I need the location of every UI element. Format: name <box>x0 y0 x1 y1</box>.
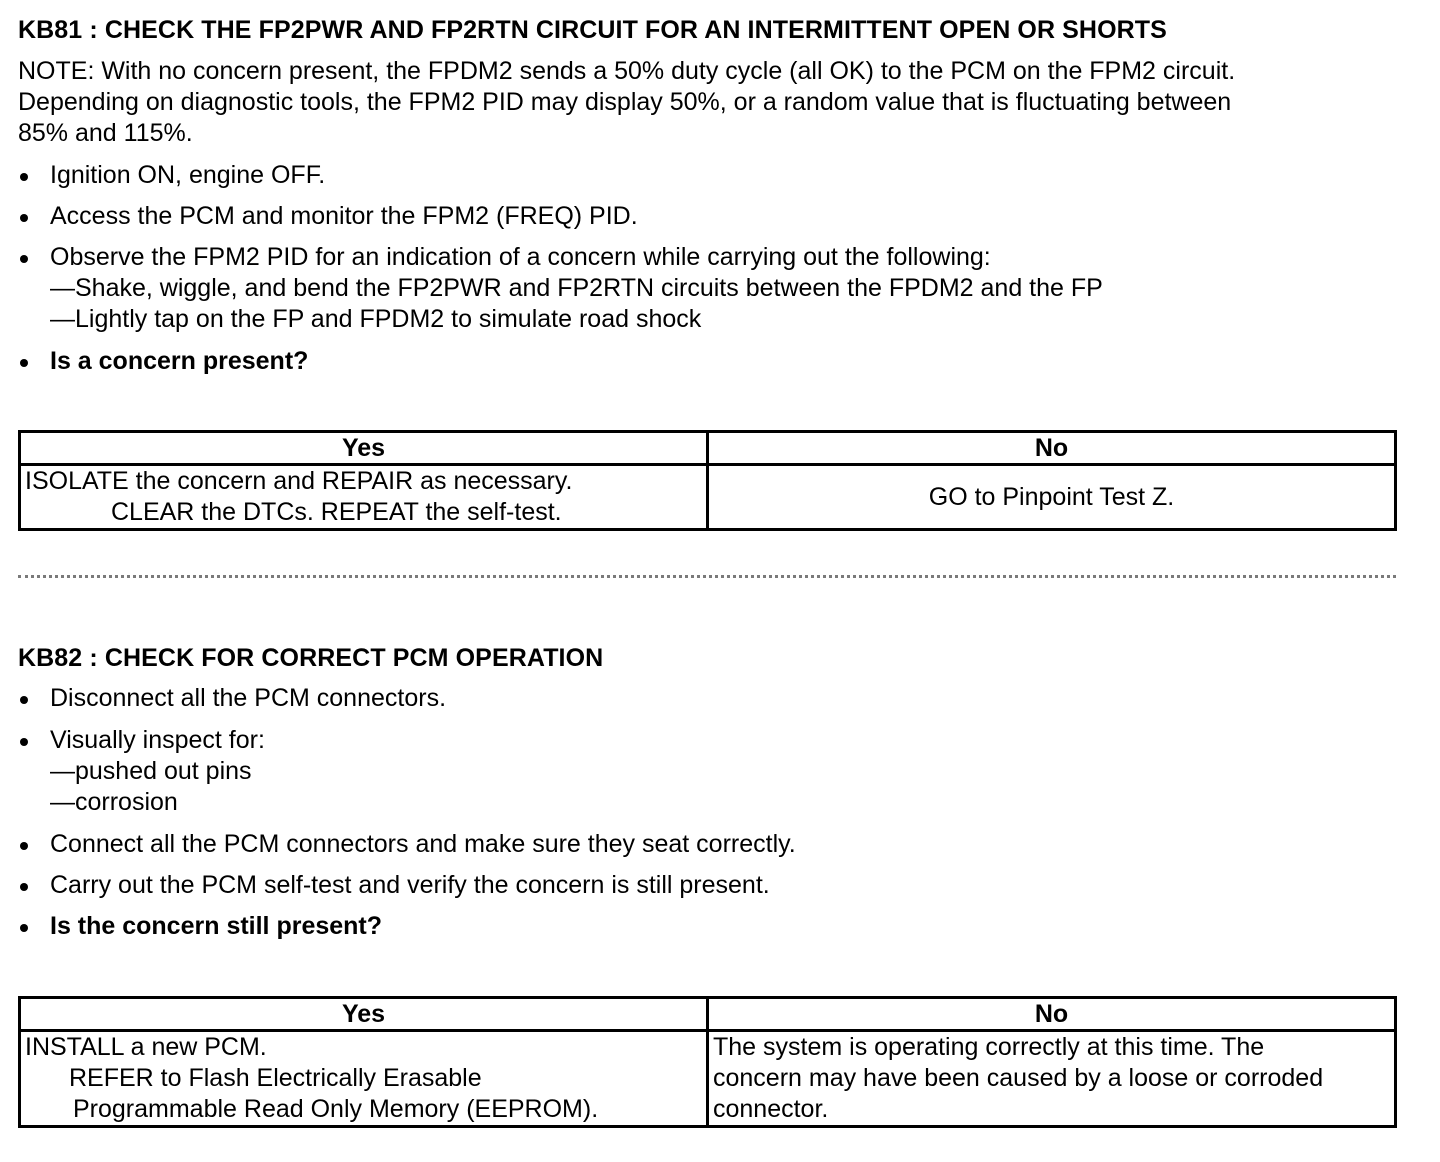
kb82-title: KB82 : CHECK FOR CORRECT PCM OPERATION <box>18 644 604 672</box>
kb82-sub-item-corrosion: —corrosion <box>50 788 178 816</box>
kb82-yes-line-1: INSTALL a new PCM. <box>25 1033 267 1061</box>
question-text: Is a concern present? <box>50 347 309 375</box>
kb82-no-line-2: concern may have been caused by a loose or corroded <box>713 1064 1324 1092</box>
kb81-sub-item-tap: —Lightly tap on the FP and FPDM2 to simulate road shock <box>50 305 702 333</box>
kb82-no-line-1: The system is operating correctly at this time. The <box>713 1033 1265 1061</box>
kb82-yes-cell <box>20 1031 708 1127</box>
bullet-text: Carry out the PCM self-test and verify the concern is still present. <box>50 871 770 899</box>
kb81-yes-line-2: CLEAR the DTCs. REPEAT the self-test. <box>111 498 562 526</box>
bullet-text: Ignition ON, engine OFF. <box>50 161 326 189</box>
kb81-note-line-3: 85% and 115%. <box>18 119 193 147</box>
kb82-no-header: No <box>708 998 1396 1031</box>
bullet-icon <box>20 214 28 222</box>
bullet-icon <box>20 173 28 181</box>
kb81-no-cell <box>708 465 1396 530</box>
bullet-text: Observe the FPM2 PID for an indication of a concern while carrying out the following: <box>50 243 991 271</box>
kb82-yes-header: Yes <box>20 998 708 1031</box>
kb81-no-line-1: GO to Pinpoint Test Z. <box>928 482 1175 511</box>
kb81-yes-cell <box>20 465 708 530</box>
kb82-yes-line-3: Programmable Read Only Memory (EEPROM). <box>73 1095 599 1123</box>
kb82-no-cell <box>708 1031 1396 1127</box>
kb82-no-line-3: connector. <box>713 1095 829 1123</box>
section-divider <box>18 575 1396 578</box>
kb81-sub-item-shake: —Shake, wiggle, and bend the FP2PWR and FP2RTN circuits between the FPDM2 and the FP <box>50 274 1103 302</box>
kb81-title: KB81 : CHECK THE FP2PWR AND FP2RTN CIRCUIT FOR AN INTERMITTENT OPEN OR SHORTS <box>18 16 1167 44</box>
bullet-icon <box>20 924 28 932</box>
bullet-icon <box>20 255 28 263</box>
kb81-no-header: No <box>708 432 1396 465</box>
question-text: Is the concern still present? <box>50 912 383 940</box>
bullet-text: Connect all the PCM connectors and make sure they seat correctly. <box>50 830 796 858</box>
bullet-icon <box>20 842 28 850</box>
kb81-note-line-1: NOTE: With no concern present, the FPDM2 sends a 50% duty cycle (all OK) to the PCM on the FPM2 circuit. <box>18 57 1236 85</box>
kb81-yes-line-1: ISOLATE the concern and REPAIR as necessary. <box>25 467 573 495</box>
kb82-sub-item-pins: —pushed out pins <box>50 757 252 785</box>
bullet-text: Access the PCM and monitor the FPM2 (FREQ) PID. <box>50 202 638 230</box>
bullet-icon <box>20 738 28 746</box>
bullet-icon <box>20 359 28 367</box>
kb81-yes-no-table <box>18 430 1397 531</box>
kb82-yes-line-2: REFER to Flash Electrically Erasable <box>69 1064 482 1092</box>
kb81-note-line-2: Depending on diagnostic tools, the FPM2 PID may display 50%, or a random value that is fluctuating between <box>18 88 1232 116</box>
bullet-text: Visually inspect for: <box>50 726 265 754</box>
kb81-yes-header: Yes <box>20 432 708 465</box>
kb82-yes-no-table <box>18 996 1397 1128</box>
bullet-text: Disconnect all the PCM connectors. <box>50 684 447 712</box>
bullet-icon <box>20 883 28 891</box>
bullet-icon <box>20 696 28 704</box>
